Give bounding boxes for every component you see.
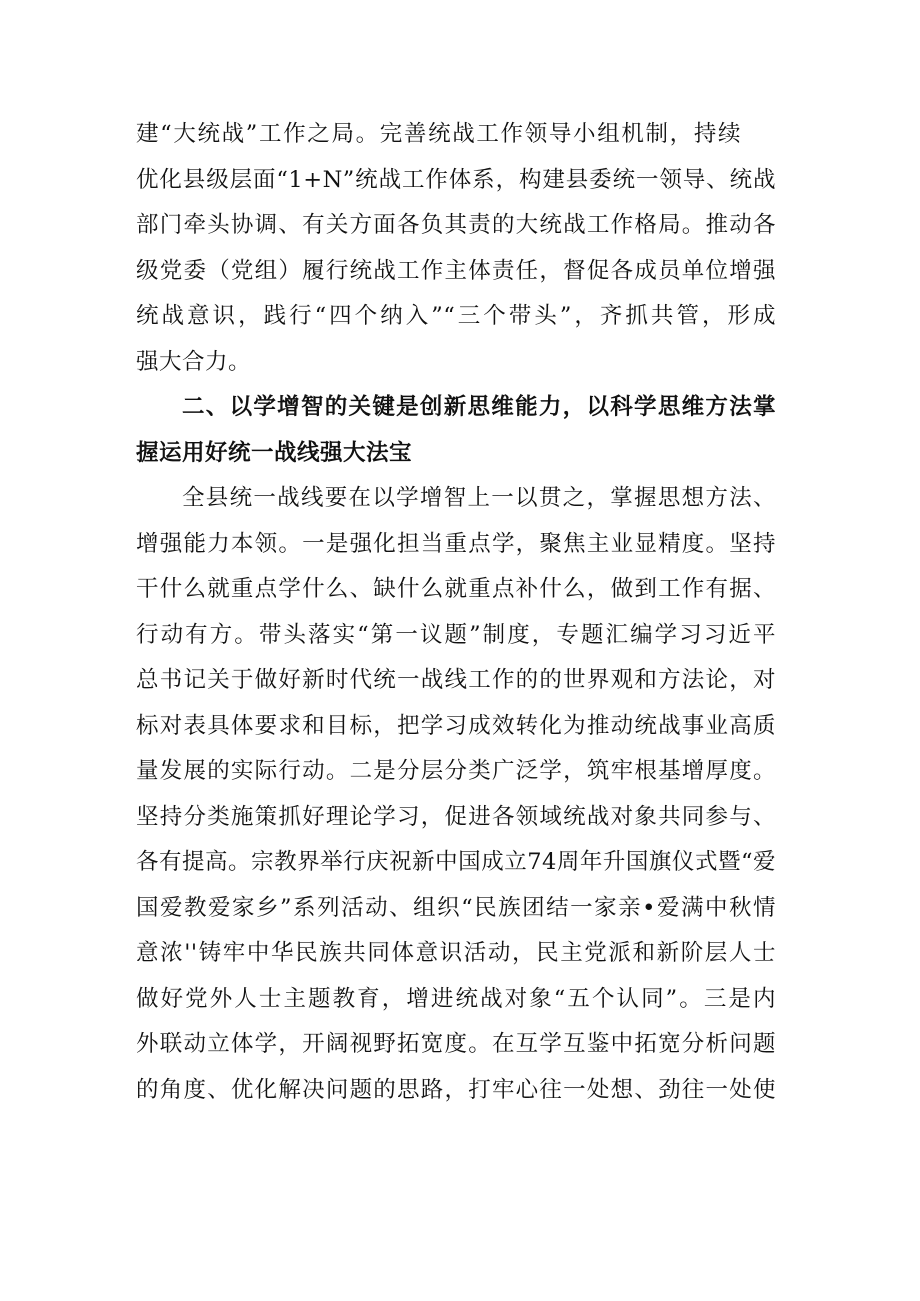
text-line: 建“大统战”工作之局。完善统战工作领导小组机制，持续 [136,121,741,147]
text-line: 各有提高。宗教界举行庆祝新中国成立74周年升国旗仪式暨“爱 [136,849,776,875]
text-line: 的角度、优化解决问题的思路，打牢心往一处想、劲往一处使 [136,1076,776,1103]
heading-line: 握运用好统一战线强大法宝 [136,439,413,466]
text-line: 总书记关于做好新时代统一战线工作的的世界观和方法论，对 [136,667,776,693]
text-line: 全县统一战线要在以学增智上一以贯之，掌握思想方法、 [182,485,776,511]
paragraph-1 [136,112,776,385]
text-line: 做好党外人士主题教育，增进统战对象“五个认同”。三是内 [136,985,776,1012]
paragraph-2 [136,476,776,1113]
text-line: 优化县级层面“1+N”统战工作体系，构建县委统一领导、统战 [136,166,776,193]
text-line: 行动有方。带头落实“第一议题”制度，专题汇编学习习近平 [136,621,776,648]
text-line: 意浓''铸牢中华民族共同体意识活动，民主党派和新阶层人士 [136,940,776,966]
text-line: 干什么就重点学什么、缺什么就重点补什么，做到工作有据、 [136,576,776,602]
text-line: 国爱教爱家乡”系列活动、组织“民族团结一家亲•爱满中秋情 [136,894,776,921]
text-line: 标对表具体要求和目标，把学习成效转化为推动统战事业高质 [136,712,776,739]
text-line: 部门牵头协调、有关方面各负其责的大统战工作格局。推动各 [136,212,776,238]
text-line: 强大合力。 [136,348,252,375]
heading-line: 二、以学增智的关键是创新思维能力，以科学思维方法掌 [182,394,776,420]
text-line: 级党委（党组）履行统战工作主体责任，督促各成员单位增强 [136,257,776,284]
text-line: 坚持分类施策抓好理论学习，促进各领域统战对象共同参与、 [136,803,776,830]
text-line: 统战意识，践行“四个纳入”“三个带头”，齐抓共管，形成 [136,303,776,329]
text-line: 量发展的实际行动。二是分层分类广泛学，筑牢根基增厚度。 [136,758,776,784]
document-body [136,112,776,1113]
text-line: 外联动立体学，开阔视野拓宽度。在互学互鉴中拓宽分析问题 [136,1031,776,1057]
text-line: 增强能力本领。一是强化担当重点学，聚焦主业显精度。坚持 [136,530,776,557]
section-heading [136,385,776,476]
